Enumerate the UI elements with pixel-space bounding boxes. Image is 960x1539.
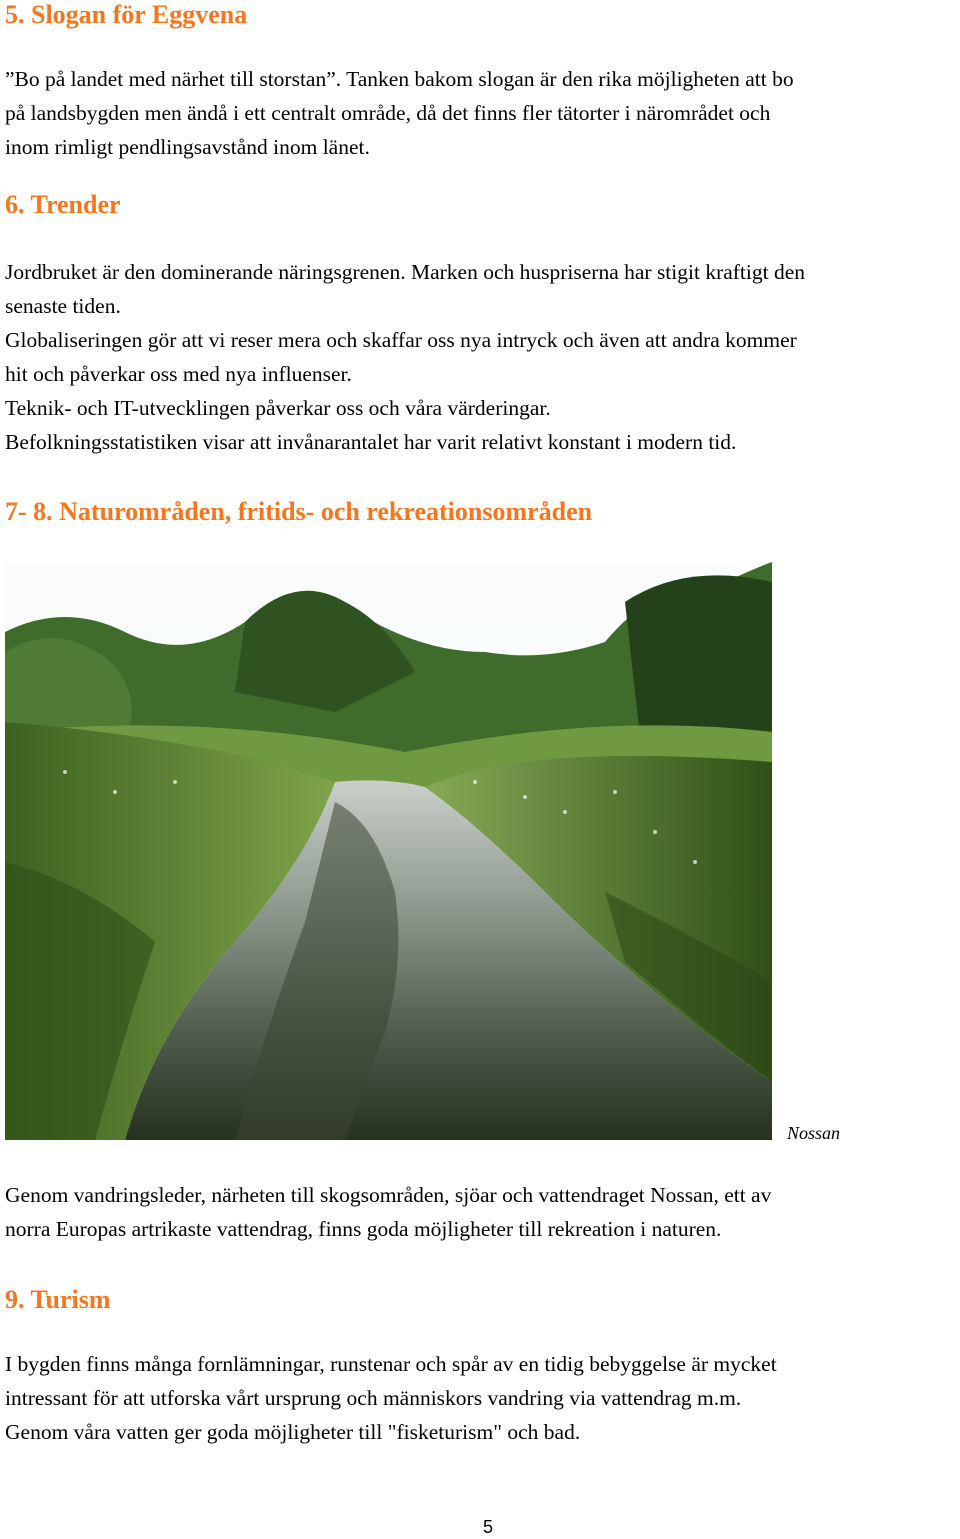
paragraph-line: ”Bo på landet med närhet till storstan”. Tanken bakom slogan är den rika möjligheten att bo xyxy=(5,67,794,91)
section-6-heading: 6. Trender xyxy=(5,190,121,219)
paragraph-line: Befolkningsstatistiken visar att invånarantalet har varit relativt konstant i modern tid. xyxy=(5,430,737,454)
section-78-heading: 7- 8. Naturområden, fritids- och rekreationsområden xyxy=(5,497,593,526)
paragraph-line: I bygden finns många fornlämningar, runstenar och spår av en tidig bebyggelse är mycket xyxy=(5,1352,777,1376)
section-9-paragraph xyxy=(5,1347,960,1449)
paragraph-line: Genom vandringsleder, närheten till skogsområden, sjöar och vattendraget Nossan, ett av xyxy=(5,1183,772,1207)
section-6-paragraph xyxy=(5,255,960,459)
section-5-paragraph xyxy=(5,62,960,164)
page-number: 5 xyxy=(482,1517,493,1537)
paragraph-line: Globaliseringen gör att vi reser mera och skaffar oss nya intryck och även att andra kommer xyxy=(5,328,797,352)
paragraph-line: norra Europas artrikaste vattendrag, finns goda möjligheter till rekreation i naturen. xyxy=(5,1217,722,1241)
paragraph-line: senaste tiden. xyxy=(5,294,121,318)
paragraph-line: Genom våra vatten ger goda möjligheter till "fisketurism" och bad. xyxy=(5,1420,581,1444)
paragraph-line: på landsbygden men ändå i ett centralt område, då det finns fler tätorter i närområdet och xyxy=(5,101,771,125)
paragraph-line: Teknik- och IT-utvecklingen påverkar oss och våra värderingar. xyxy=(5,396,551,420)
section-5-heading: 5. Slogan för Eggvena xyxy=(5,0,248,29)
river-photo xyxy=(5,562,772,1140)
image-caption: Nossan xyxy=(787,1123,841,1143)
paragraph-line: Jordbruket är den dominerande näringsgrenen. Marken och huspriserna har stigit kraftigt den xyxy=(5,260,806,284)
section-78-paragraph xyxy=(5,1178,960,1246)
paragraph-line: hit och påverkar oss med nya influenser. xyxy=(5,362,352,386)
paragraph-line: intressant för att utforska vårt ursprung och människors vandring via vattendrag m.m. xyxy=(5,1386,742,1410)
section-9-heading: 9. Turism xyxy=(5,1285,111,1314)
paragraph-line: inom rimligt pendlingsavstånd inom länet. xyxy=(5,135,370,159)
